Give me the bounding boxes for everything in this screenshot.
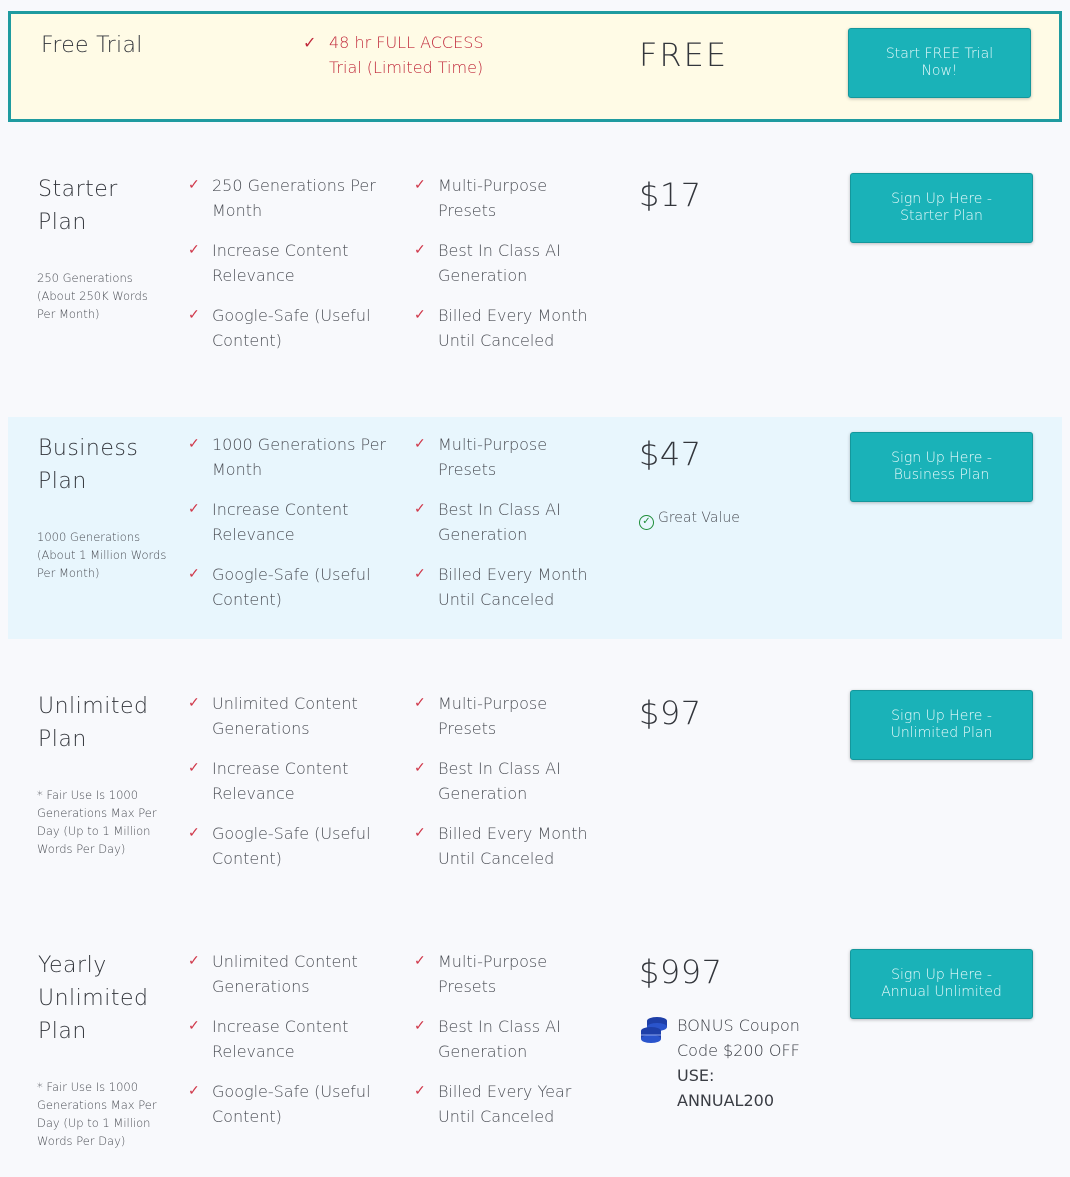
checkmark-icon: ✓ <box>188 825 200 841</box>
feature-item: ✓ 250 Generations Per Month <box>188 173 388 223</box>
feature-item: ✓ Best In Class AI Generation <box>414 756 594 806</box>
checkmark-icon: ✓ <box>188 695 200 711</box>
feature-item: ✓ Best In Class AI Generation <box>414 238 594 288</box>
checkmark-icon: ✓ <box>188 1083 200 1099</box>
bonus-coupon <box>639 1013 839 1113</box>
checkmark-icon: ✓ <box>414 825 426 841</box>
checkmark-icon: ✓ <box>188 1018 200 1034</box>
feature-item: ✓ Billed Every Year Until Canceled <box>414 1079 594 1129</box>
checkmark-icon: ✓ <box>414 242 426 258</box>
plan-price: $997 <box>639 953 723 991</box>
bonus-use-label: USE: <box>677 1066 715 1085</box>
checkmark-icon: ✓ <box>188 436 200 452</box>
feature-column-2 <box>414 432 594 627</box>
bonus-text: BONUS Coupon Code $200 OFF <box>677 1016 800 1060</box>
button-label-line1: Start FREE Trial <box>885 46 994 62</box>
checkmark-icon: ✓ <box>188 501 200 517</box>
button-label-line2: Now! <box>921 63 958 79</box>
feature-item: ✓ 1000 Generations Per Month <box>188 432 398 482</box>
feature-column-1 <box>188 691 388 886</box>
plan-note: * Fair Use Is 1000 Generations Max Per Day (Up to 1 Million Words Per Day) <box>37 1080 157 1148</box>
feature-column-1 <box>188 173 388 368</box>
checkmark-icon: ✓ <box>188 242 200 258</box>
plan-price: $97 <box>639 694 702 732</box>
plan-name: Business Plan <box>38 436 139 494</box>
checkmark-icon: ✓ <box>188 760 200 776</box>
coins-stack-icon <box>639 1015 669 1049</box>
checkmark-icon: ✓ <box>414 1018 426 1034</box>
feature-item: ✓ Best In Class AI Generation <box>414 1014 594 1064</box>
feature-column-1 <box>188 432 398 627</box>
feature-column-2 <box>414 691 594 886</box>
checkmark-icon: ✓ <box>188 177 200 193</box>
checkmark-icon: ✓ <box>414 307 426 323</box>
checkmark-icon: ✓ <box>414 177 426 193</box>
feature-item: ✓ Increase Content Relevance <box>188 1014 388 1064</box>
sign-up-unlimited-button[interactable]: Sign Up Here - Unlimited Plan <box>850 690 1033 760</box>
checkmark-icon: ✓ <box>414 695 426 711</box>
checkmark-icon: ✓ <box>414 760 426 776</box>
plan-name: Yearly Unlimited Plan <box>38 953 149 1044</box>
feature-item: ✓ Best In Class AI Generation <box>414 497 594 547</box>
check-circle-icon: ✓ <box>639 515 654 530</box>
free-trial-row <box>8 11 1062 122</box>
feature-item: ✓ Increase Content Relevance <box>188 238 388 288</box>
plan-name: Starter Plan <box>38 177 118 235</box>
checkmark-icon: ✓ <box>414 1083 426 1099</box>
trial-name: Free Trial <box>41 33 143 58</box>
feature-item: ✓ Google-Safe (Useful Content) <box>188 1079 388 1129</box>
feature-item: ✓ Multi-Purpose Presets <box>414 949 594 999</box>
feature-item: ✓ Increase Content Relevance <box>188 497 398 547</box>
checkmark-icon: ✓ <box>414 566 426 582</box>
plan-row-starter <box>8 158 1062 416</box>
feature-column-2 <box>414 173 594 368</box>
plan-row-business <box>8 417 1062 639</box>
plan-note: 1000 Generations (About 1 Million Words Per Month) <box>37 530 167 580</box>
feature-column-1 <box>188 949 388 1144</box>
sign-up-starter-button[interactable]: Sign Up Here - Starter Plan <box>850 173 1033 243</box>
checkmark-icon: ✓ <box>188 953 200 969</box>
plan-price: $17 <box>639 176 702 214</box>
feature-item: ✓ Multi-Purpose Presets <box>414 432 594 482</box>
great-value-badge: ✓ Great Value <box>639 510 740 530</box>
plan-row-yearly-unlimited <box>8 935 1062 1177</box>
feature-item: ✓ Google-Safe (Useful Content) <box>188 303 388 353</box>
checkmark-icon: ✓ <box>414 436 426 452</box>
feature-item: ✓ Unlimited Content Generations <box>188 949 388 999</box>
trial-price: FREE <box>639 36 729 74</box>
checkmark-icon: ✓ <box>188 566 200 582</box>
feature-item: ✓ Increase Content Relevance <box>188 756 388 806</box>
feature-item: ✓ Billed Every Month Until Canceled <box>414 562 594 612</box>
trial-feature-line1: 48 hr FULL ACCESS <box>329 33 484 52</box>
feature-item: ✓ Billed Every Month Until Canceled <box>414 303 594 353</box>
start-free-trial-button[interactable] <box>848 28 1031 98</box>
feature-item: ✓ Unlimited Content Generations <box>188 691 388 741</box>
feature-item: ✓ Google-Safe (Useful Content) <box>188 821 388 871</box>
trial-feature-line2: Trial (Limited Time) <box>329 58 484 77</box>
checkmark-icon: ✓ <box>188 307 200 323</box>
feature-item: ✓ Google-Safe (Useful Content) <box>188 562 398 612</box>
feature-item: ✓ Billed Every Month Until Canceled <box>414 821 594 871</box>
sign-up-business-button[interactable]: Sign Up Here - Business Plan <box>850 432 1033 502</box>
plan-name: Unlimited Plan <box>38 694 149 752</box>
sign-up-annual-unlimited-button[interactable]: Sign Up Here - Annual Unlimited <box>850 949 1033 1019</box>
feature-item: ✓ Multi-Purpose Presets <box>414 173 594 223</box>
feature-item: ✓ Multi-Purpose Presets <box>414 691 594 741</box>
plan-note: 250 Generations (About 250K Words Per Month) <box>37 271 148 321</box>
checkmark-icon: ✓ <box>303 33 317 52</box>
checkmark-icon: ✓ <box>414 953 426 969</box>
plan-price: $47 <box>639 435 702 473</box>
plan-row-unlimited <box>8 676 1062 906</box>
checkmark-icon: ✓ <box>414 501 426 517</box>
plan-note: * Fair Use Is 1000 Generations Max Per Day (Up to 1 Million Words Per Day) <box>37 788 157 856</box>
feature-column-2 <box>414 949 594 1144</box>
trial-feature <box>303 30 533 80</box>
coupon-code: ANNUAL200 <box>677 1091 774 1110</box>
